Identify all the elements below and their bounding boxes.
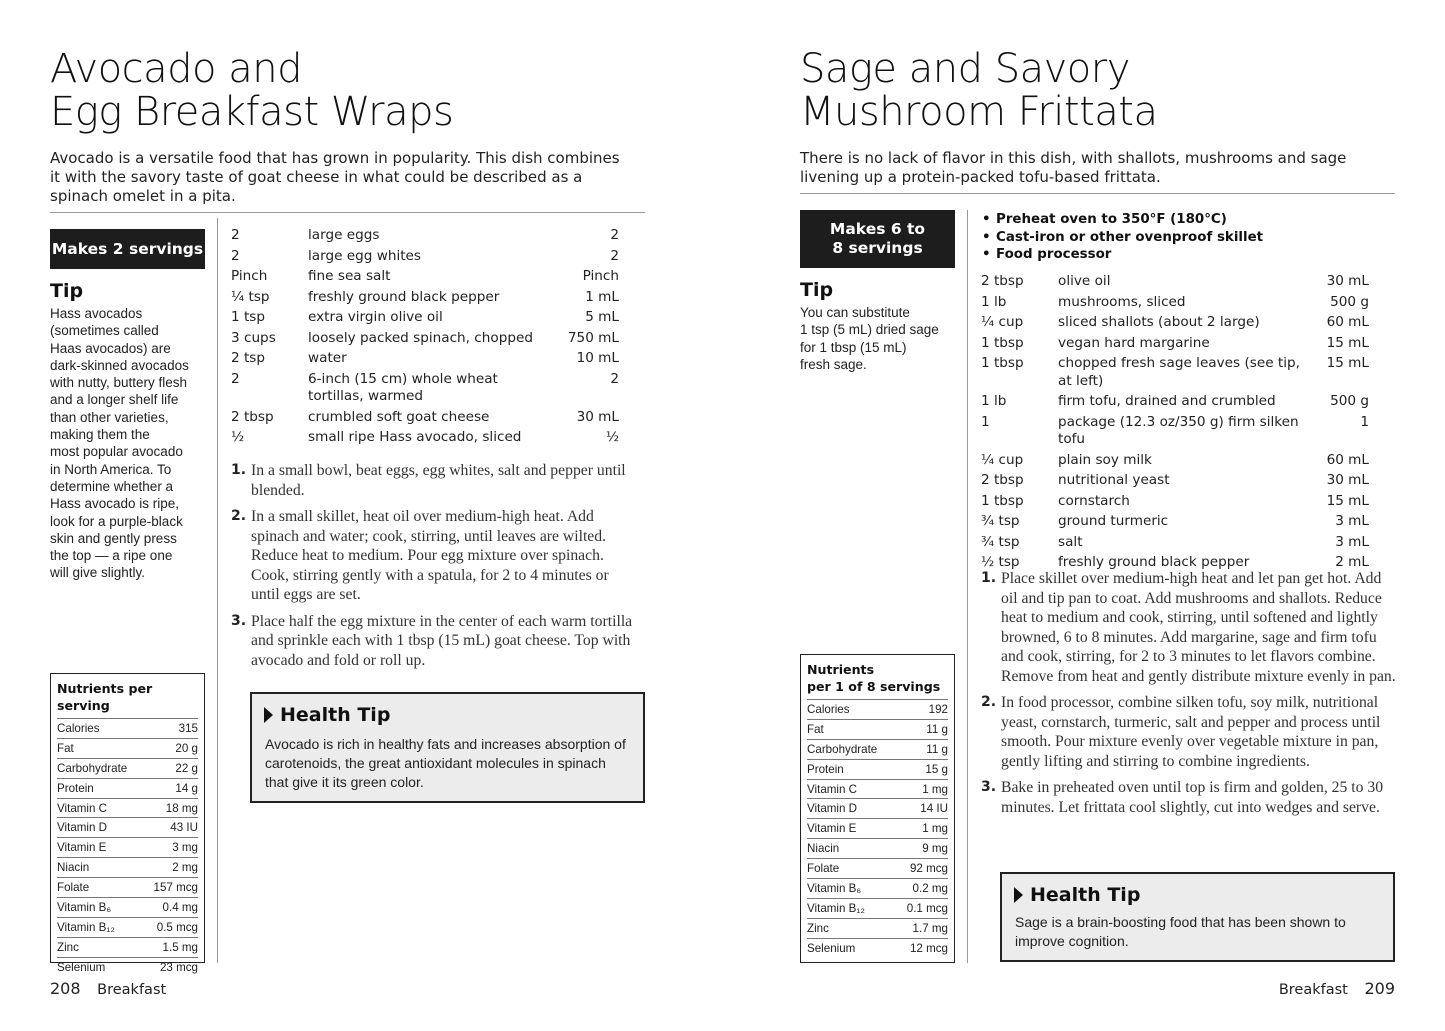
ingredient-metric: 30 mL [1326, 472, 1369, 488]
nutrient-value: 15 g [925, 762, 948, 776]
nutrient-value: 11 g [926, 722, 948, 736]
ingredient-name: crumbled soft goat cheese [308, 408, 490, 425]
ingredient-metric: 3 mL [1335, 533, 1369, 550]
ingredient-quantity: 1 tbsp [981, 334, 1024, 351]
step-text: Bake in preheated oven until top is firm and golden, 25 to 30 minutes. Let frittata cool slightly, cut into wedges and serve. [1001, 779, 1384, 816]
nutrient-value: 92 mcg [909, 862, 948, 876]
ingredient-name: loosely packed spinach, chopped [308, 329, 533, 346]
ingredient-quantity: 2 [231, 370, 240, 387]
ingredient-name: olive oil [1058, 273, 1111, 289]
ingredient-name: water [308, 350, 347, 366]
nutrient-value: 22 g [175, 761, 198, 775]
ingredient-row [231, 289, 619, 307]
recipe-title: Sage and Savory Mushroom Frittata [800, 46, 1158, 135]
ingredient-metric: 15 mL [1326, 492, 1369, 509]
health-tip-heading: Health Tip [280, 704, 391, 726]
ingredient-row [231, 227, 619, 245]
ingredient-metric: 2 mL [1335, 554, 1369, 570]
nutrient-value: 1.7 mg [912, 921, 948, 935]
nutrients-heading: Nutrients per serving [57, 681, 153, 713]
ingredient-list [981, 273, 1369, 575]
ingredient-quantity: 1 tsp [231, 309, 266, 325]
nutrient-value: 9 mg [922, 842, 948, 856]
ingredient-name: freshly ground black pepper [308, 288, 500, 305]
column-divider [967, 210, 968, 963]
nutrient-value: 0.1 mcg [906, 901, 948, 915]
ingredient-metric: 60 mL [1326, 314, 1369, 330]
nutrient-name: Vitamin B₁₂ [807, 901, 865, 915]
ingredient-row [231, 330, 619, 348]
tip-text: Hass avocados (sometimes called Haas avocados) are dark-skinned avocados with nutty, buttery flesh and a longer shelf life than other varieties, making them the most popular avocado in North America. To determine whether a Hass avocado is ripe, look for a purple-black skin and gently press the top — a ripe one will give slightly. [50, 306, 189, 581]
nutrient-name: Calories [57, 721, 100, 735]
ingredient-metric: 1 [1360, 413, 1369, 430]
step-number: 3. [981, 779, 997, 795]
equipment-item: • Cast-iron or other ovenproof skillet [980, 229, 1380, 247]
nutrient-row [807, 898, 948, 918]
ingredient-metric: 750 mL [567, 329, 619, 346]
ingredient-name: firm tofu, drained and crumbled [1058, 393, 1276, 409]
play-arrow-icon [1014, 887, 1023, 903]
ingredient-row [231, 268, 619, 286]
recipe-title: Avocado and Egg Breakfast Wraps [50, 46, 454, 135]
nutrient-name: Vitamin D [57, 821, 108, 835]
page-footer [1279, 979, 1395, 998]
ingredient-metric: 10 mL [576, 350, 619, 366]
nutrient-name: Vitamin E [807, 822, 857, 836]
nutrient-value: 1 mg [922, 822, 948, 836]
nutrient-value: 14 IU [920, 802, 948, 816]
ingredient-quantity: 2 tsp [231, 350, 266, 366]
servings-badge: Makes 2 servings [50, 229, 205, 269]
ingredient-row [981, 314, 1369, 332]
ingredient-quantity: ¼ tsp [231, 288, 270, 305]
nutrient-value: 20 g [175, 741, 198, 755]
ingredient-name: 6-inch (15 cm) whole wheat tortillas, warmed [308, 370, 498, 404]
ingredient-name: ground turmeric [1058, 513, 1169, 529]
health-tip-box [250, 692, 645, 803]
ingredient-name: large egg whites [308, 247, 421, 264]
nutrient-name: Vitamin C [57, 801, 108, 815]
nutrient-name: Vitamin B₆ [807, 881, 862, 895]
nutrient-row [57, 937, 198, 957]
nutrient-name: Selenium [57, 960, 106, 974]
ingredient-name: salt [1058, 533, 1083, 550]
ingredient-row [231, 350, 619, 368]
ingredient-metric: 15 mL [1326, 355, 1369, 371]
ingredient-quantity: 1 tbsp [981, 492, 1024, 509]
nutrient-value: 1 mg [922, 782, 948, 796]
nutrient-value: 192 [928, 702, 948, 716]
nutrient-value: 0.5 mcg [156, 920, 198, 934]
section-name: Breakfast [1278, 982, 1348, 998]
ingredient-metric: 2 [610, 227, 619, 243]
nutrient-name: Calories [807, 702, 850, 716]
ingredient-name: fine sea salt [308, 268, 391, 284]
ingredient-row [981, 513, 1369, 531]
ingredient-name: extra virgin olive oil [308, 309, 443, 325]
nutrient-name: Vitamin E [57, 841, 107, 855]
column-divider [217, 218, 218, 963]
ingredient-quantity: ¼ cup [981, 451, 1024, 468]
nutrient-value: 1.5 mg [162, 940, 198, 954]
ingredient-metric: 3 mL [1335, 513, 1369, 529]
tip-heading: Tip [50, 280, 84, 302]
ingredient-quantity: 2 [231, 247, 240, 264]
nutrient-name: Carbohydrate [807, 742, 878, 756]
ingredient-quantity: 1 tbsp [981, 355, 1024, 371]
nutrient-value: 0.2 mg [912, 881, 948, 895]
health-tip-box [1000, 872, 1395, 962]
step-number: 2. [231, 508, 247, 524]
ingredient-metric: 1 mL [585, 288, 619, 305]
nutrient-row [57, 877, 198, 897]
ingredient-name: chopped fresh sage leaves (see tip, at left) [1058, 355, 1300, 389]
nutrient-row [57, 738, 198, 758]
nutrients-heading: Nutrients per 1 of 8 servings [807, 662, 941, 694]
step-number: 3. [231, 612, 247, 629]
ingredient-name: package (12.3 oz/350 g) firm silken tofu [1058, 413, 1299, 447]
method-step [981, 778, 1401, 817]
nutrient-value: 14 g [175, 781, 198, 795]
nutrient-row [57, 897, 198, 917]
ingredient-row [231, 248, 619, 266]
nutrient-name: Zinc [807, 921, 829, 935]
step-text: In food processor, combine silken tofu, soy milk, nutritional yeast, cornstarch, turmeric, salt and pepper and process until smooth. Pour mixture evenly over vegetable mixture in pan, gently lifting and stirring to combine ingredients. [1001, 694, 1381, 770]
ingredient-metric: 500 g [1330, 393, 1369, 409]
nutrient-row [57, 957, 198, 977]
ingredient-name: cornstarch [1058, 492, 1130, 509]
nutrient-name: Carbohydrate [57, 761, 128, 775]
ingredient-row [981, 414, 1369, 449]
equipment-item: • Food processor [980, 246, 1380, 264]
ingredient-quantity: 2 tbsp [981, 273, 1024, 289]
nutrient-name: Vitamin D [807, 802, 858, 816]
ingredient-metric: Pinch [582, 268, 619, 284]
step-number: 2. [981, 694, 997, 710]
step-number: 1. [231, 462, 247, 478]
nutrients-box [800, 654, 955, 963]
ingredient-quantity: ¾ tsp [981, 513, 1020, 529]
nutrient-name: Folate [57, 881, 90, 895]
nutrient-row [807, 739, 948, 759]
ingredient-row [981, 273, 1369, 291]
ingredient-quantity: 2 tbsp [231, 408, 274, 425]
step-text: In a small bowl, beat eggs, egg whites, salt and pepper until blended. [251, 462, 626, 499]
nutrient-row [807, 798, 948, 818]
tip-heading: Tip [800, 279, 834, 301]
ingredient-metric: 60 mL [1326, 451, 1369, 468]
nutrient-name: Fat [57, 741, 74, 755]
nutrient-row [807, 838, 948, 858]
step-number: 1. [981, 570, 997, 586]
nutrient-row [807, 858, 948, 878]
nutrient-row [57, 758, 198, 778]
ingredient-metric: ½ [605, 429, 619, 445]
nutrient-name: Vitamin B₆ [57, 900, 112, 914]
step-text: Place skillet over medium-high heat and let pan get hot. Add oil and tip pan to coat. Add mushrooms and shallots. Reduce heat to medium and cook, stirring, until softened and lightly browned, 6 to 8 minutes. Add margarine, sage and firm tofu and cook, stirring, for 2 to 3 minutes to let flavors combine. Remove from heat and gently distribute mixture evenly in pan. [1001, 570, 1396, 685]
nutrient-value: 12 mcg [909, 941, 948, 955]
ingredient-quantity: 3 cups [231, 329, 276, 346]
ingredient-quantity: ¾ tsp [981, 533, 1020, 550]
nutrient-value: 315 [178, 721, 198, 735]
ingredient-metric: 30 mL [1326, 273, 1369, 289]
ingredient-name: vegan hard margarine [1058, 334, 1210, 351]
ingredient-name: small ripe Hass avocado, sliced [308, 429, 522, 445]
ingredient-name: sliced shallots (about 2 large) [1058, 314, 1260, 330]
nutrient-name: Folate [807, 862, 840, 876]
ingredient-quantity: ½ tsp [981, 554, 1020, 570]
nutrient-row [57, 837, 198, 857]
nutrient-row [807, 938, 948, 958]
nutrient-name: Vitamin B₁₂ [57, 920, 115, 934]
method-steps [981, 569, 1401, 824]
ingredient-quantity: ¼ cup [981, 314, 1024, 330]
right-page [722, 0, 1445, 1031]
nutrient-name: Zinc [57, 940, 79, 954]
ingredient-name: freshly ground black pepper [1058, 554, 1250, 570]
ingredient-row [981, 294, 1369, 312]
ingredient-quantity: ½ [231, 429, 245, 445]
ingredient-quantity: 1 lb [981, 393, 1007, 409]
ingredient-name: plain soy milk [1058, 451, 1152, 468]
ingredient-name: large eggs [308, 227, 380, 243]
nutrient-value: 157 mcg [153, 881, 198, 895]
ingredient-quantity: Pinch [231, 268, 268, 284]
ingredient-name: mushrooms, sliced [1058, 293, 1186, 310]
ingredient-row [981, 335, 1369, 353]
ingredient-metric: 500 g [1330, 293, 1369, 310]
recipe-intro: There is no lack of flavor in this dish, with shallots, mushrooms and sage livening up a protein-packed tofu-based frittata. [800, 149, 1347, 186]
ingredient-row [981, 393, 1369, 411]
nutrient-name: Niacin [57, 861, 90, 875]
nutrient-row [807, 878, 948, 898]
page-number: 209 [1364, 979, 1395, 998]
equipment-list [980, 211, 1380, 264]
ingredient-quantity: 1 lb [981, 293, 1007, 310]
ingredient-metric: 15 mL [1326, 334, 1369, 351]
nutrient-value: 43 IU [170, 821, 198, 835]
ingredient-metric: 2 [610, 247, 619, 264]
ingredient-list [231, 227, 619, 450]
nutrient-value: 18 mg [165, 801, 198, 815]
method-step [231, 507, 641, 605]
nutrient-name: Niacin [807, 842, 840, 856]
ingredient-row [981, 472, 1369, 490]
step-text: In a small skillet, heat oil over medium-high heat. Add spinach and water; cook, stirring, until leaves are wilted. Reduce heat to medium. Pour egg mixture over spinach. Cook, stirring gently with a spatula, for 2 to 4 minutes or until eggs are set. [251, 508, 609, 603]
nutrient-value: 0.4 mg [162, 900, 198, 914]
nutrient-name: Protein [807, 762, 844, 776]
nutrient-value: 2 mg [172, 861, 198, 875]
health-tip-text: Avocado is rich in healthy fats and increases absorption of carotenoids, the great antioxidant molecules in spinach that give it its green color. [265, 736, 626, 790]
method-steps [231, 461, 641, 677]
method-step [981, 569, 1401, 686]
recipe-intro: Avocado is a versatile food that has grown in popularity. This dish combines it with the savory taste of goat cheese in what could be described as a spinach omelet in a pita. [50, 149, 620, 205]
health-tip-heading: Health Tip [1030, 884, 1141, 906]
ingredient-row [231, 371, 619, 406]
nutrient-name: Protein [57, 781, 94, 795]
tip-text: You can substitute 1 tsp (5 mL) dried sage for 1 tbsp (15 mL) fresh sage. [800, 305, 939, 372]
nutrient-value: 11 g [926, 742, 948, 756]
method-step [231, 461, 641, 500]
nutrient-row [807, 699, 948, 719]
nutrient-name: Selenium [807, 941, 856, 955]
ingredient-quantity: 2 [231, 227, 240, 243]
play-arrow-icon [264, 707, 273, 723]
nutrient-value: 23 mcg [159, 960, 198, 974]
nutrient-row [57, 778, 198, 798]
ingredient-row [231, 429, 619, 447]
section-name: Breakfast [97, 982, 167, 998]
method-step [231, 612, 641, 671]
step-text: Place half the egg mixture in the center of each warm tortilla and sprinkle each with 1 tbsp (15 mL) goat cheese. Top with avocado and fold or roll up. [251, 612, 633, 669]
nutrient-row [807, 719, 948, 739]
nutrient-row [807, 759, 948, 779]
nutrient-row [57, 817, 198, 837]
nutrient-value: 3 mg [172, 841, 198, 855]
page-footer [50, 979, 166, 998]
left-page [0, 0, 722, 1031]
ingredient-quantity: 1 [981, 413, 990, 430]
health-tip-text: Sage is a brain-boosting food that has been shown to improve cognition. [1015, 914, 1346, 949]
nutrient-row [57, 917, 198, 937]
equipment-item: • Preheat oven to 350°F (180°C) [980, 211, 1380, 229]
ingredient-row [981, 534, 1369, 552]
nutrient-row [57, 857, 198, 877]
ingredient-metric: 30 mL [576, 408, 619, 425]
method-step [981, 693, 1401, 771]
ingredient-row [981, 355, 1369, 390]
nutrient-row [57, 718, 198, 738]
ingredient-quantity: 2 tbsp [981, 472, 1024, 488]
nutrient-row [807, 779, 948, 799]
ingredient-row [231, 409, 619, 427]
ingredient-row [231, 309, 619, 327]
intro-divider [50, 212, 645, 213]
servings-badge: Makes 6 to 8 servings [800, 210, 955, 268]
nutrients-box [50, 673, 205, 974]
ingredient-name: nutritional yeast [1058, 472, 1170, 488]
page-number: 208 [50, 979, 81, 998]
ingredient-row [981, 452, 1369, 470]
ingredient-metric: 5 mL [585, 309, 619, 325]
intro-divider [800, 193, 1395, 194]
nutrient-row [57, 798, 198, 818]
nutrient-name: Fat [807, 722, 824, 736]
ingredient-row [981, 493, 1369, 511]
nutrient-row [807, 818, 948, 838]
nutrient-row [807, 918, 948, 938]
ingredient-metric: 2 [610, 370, 619, 387]
nutrient-name: Vitamin C [807, 782, 858, 796]
